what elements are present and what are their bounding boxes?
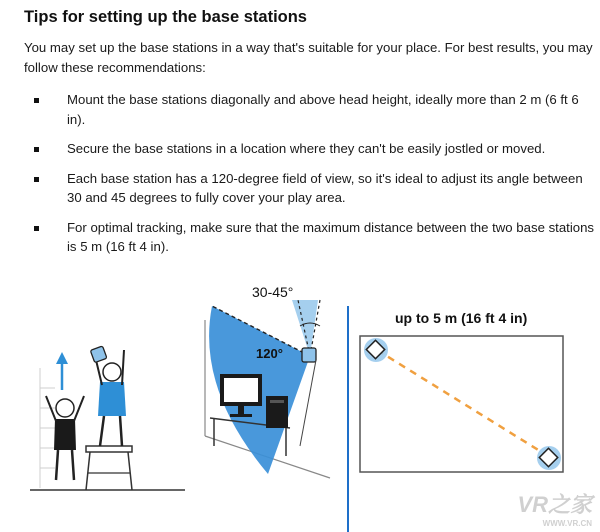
tip-item: Secure the base stations in a location where they can't be easily jostled or moved. (24, 139, 598, 159)
fov-scene (205, 300, 330, 478)
watermark-logo (517, 488, 592, 528)
mounting-scene (30, 346, 185, 490)
intro-paragraph: You may set up the base stations in a way that's suitable for your place. For best results, you may follow these recommendations: (24, 40, 593, 75)
tilt-angle-label: 30-45° (252, 284, 294, 300)
tips-list (24, 90, 598, 267)
watermark-text: VR之家 (517, 492, 592, 517)
page-title: Tips for setting up the base stations (24, 8, 307, 26)
distance-label: up to 5 m (16 ft 4 in) (395, 310, 528, 326)
setup-illustration (0, 278, 600, 532)
watermark-url: WWW.VR.CN (542, 519, 592, 528)
tip-item: Mount the base stations diagonally and above head height, ideally more than 2 m (6 ft 6 in). (24, 90, 598, 129)
fov-angle-label: 120° (256, 346, 283, 361)
tip-item: For optimal tracking, make sure that the maximum distance between the two base stations is 5 m (16 ft 4 in). (24, 218, 598, 257)
tip-item: Each base station has a 120-degree field of view, so it's ideal to adjust its angle between 30 and 45 degrees to fully cover your play area. (24, 169, 598, 208)
play-area-diagram (360, 336, 563, 472)
